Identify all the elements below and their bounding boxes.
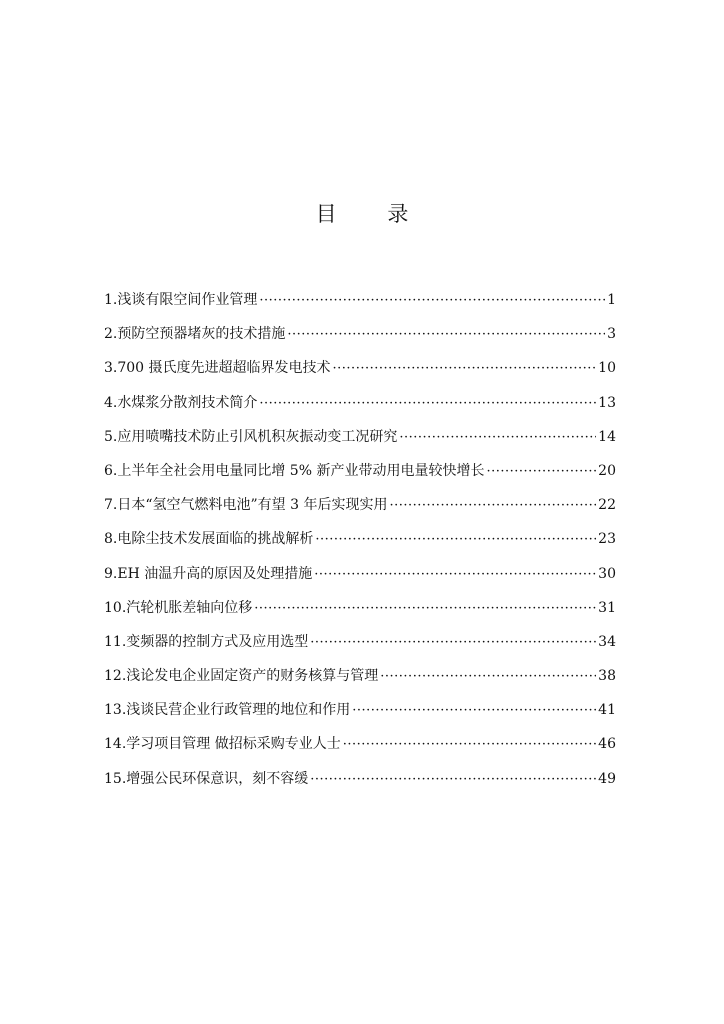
toc-entry-number: 11. [104,633,127,650]
toc-entry-title: 学习项目管理 做招标采购专业人士 [126,736,341,753]
toc-leader-dots [314,567,596,582]
toc-leader-dots [333,361,597,376]
toc-leader-dots [399,430,596,445]
toc-list [104,289,616,802]
toc-entry[interactable] [104,563,616,597]
toc-entry-page: 34 [598,633,616,650]
toc-entry-page: 1 [607,292,616,308]
toc-entry-title: 变频器的控制方式及应用选型 [126,633,309,650]
toc-entry-title: 浅谈有限空间作业管理 [117,292,258,308]
toc-leader-dots [352,703,596,718]
toc-entry-title: 预防空预器堵灰的技术措施 [117,326,286,343]
toc-entry-number: 3. [104,360,118,377]
toc-entry[interactable] [104,631,616,665]
toc-entry-page: 31 [598,599,616,616]
toc-entry-number: 5. [104,428,118,445]
toc-entry-number: 9. [104,565,118,582]
toc-entry-number: 2. [104,326,118,343]
toc-entry-title: 700 摄氏度先进超超临界发电技术 [117,360,331,377]
toc-entry-page: 23 [598,531,616,548]
toc-entry[interactable] [104,597,616,631]
toc-leader-dots [310,772,596,787]
toc-entry-title: 上半年全社会用电量同比增 5% 新产业带动用电量较快增长 [117,462,485,479]
toc-entry-page: 49 [598,770,616,787]
toc-title: 目 录 [315,202,431,226]
toc-entry[interactable] [104,528,616,562]
toc-leader-dots [343,737,596,752]
toc-entry[interactable] [104,733,616,767]
toc-leader-dots [259,293,605,308]
toc-leader-dots [310,635,596,650]
toc-entry[interactable] [104,426,616,460]
toc-leader-dots [259,396,596,411]
toc-entry-title: 日本“氢空气燃料电池”有望 3 年后实现实用 [117,497,388,514]
toc-entry-number: 7. [104,497,118,514]
toc-leader-dots [380,669,596,684]
toc-entry-page: 46 [598,736,616,753]
toc-entry-page: 10 [598,360,616,377]
toc-entry[interactable] [104,699,616,733]
toc-entry-title: 应用喷嘴技术防止引风机积灰振动变工况研究 [117,428,398,445]
toc-entry-page: 41 [598,702,616,719]
toc-entry-title: 水煤浆分散剂技术简介 [117,394,258,411]
toc-entry-title: EH 油温升高的原因及处理措施 [117,565,313,582]
toc-entry-number: 4. [104,394,118,411]
toc-entry[interactable] [104,494,616,528]
toc-entry-page: 22 [598,497,616,514]
toc-entry[interactable] [104,392,616,426]
toc-entry-title: 浅论发电企业固定资产的财务核算与管理 [126,668,379,685]
toc-entry-number: 13. [104,702,127,719]
toc-entry-page: 30 [598,565,616,582]
toc-entry-page: 13 [598,394,616,411]
toc-entry[interactable] [104,357,616,391]
toc-entry-page: 38 [598,668,616,685]
toc-entry-number: 1. [104,292,118,308]
toc-entry[interactable] [104,289,616,323]
toc-entry[interactable] [104,665,616,699]
toc-entry[interactable] [104,768,616,802]
toc-entry-page: 14 [598,428,616,445]
toc-leader-dots [287,327,605,342]
toc-leader-dots [486,464,596,479]
toc-entry-number: 8. [104,531,118,548]
toc-leader-dots [315,532,596,547]
toc-entry-number: 12. [104,668,127,685]
toc-entry-title: 汽轮机胀差轴向位移 [126,599,253,616]
toc-entry-number: 6. [104,462,118,479]
toc-entry-title: 电除尘技术发展面临的挑战解析 [117,531,314,548]
toc-entry-title: 浅谈民营企业行政管理的地位和作用 [126,702,351,719]
toc-entry[interactable] [104,460,616,494]
toc-entry[interactable] [104,323,616,357]
toc-entry-number: 14. [104,736,127,753]
toc-entry-page: 20 [598,462,616,479]
toc-entry-number: 10. [104,599,127,616]
toc-entry-page: 3 [607,326,616,343]
toc-leader-dots [389,498,596,513]
toc-entry-title: 增强公民环保意识，刻不容缓 [126,770,309,787]
toc-leader-dots [254,601,596,616]
toc-entry-number: 15. [104,770,127,787]
